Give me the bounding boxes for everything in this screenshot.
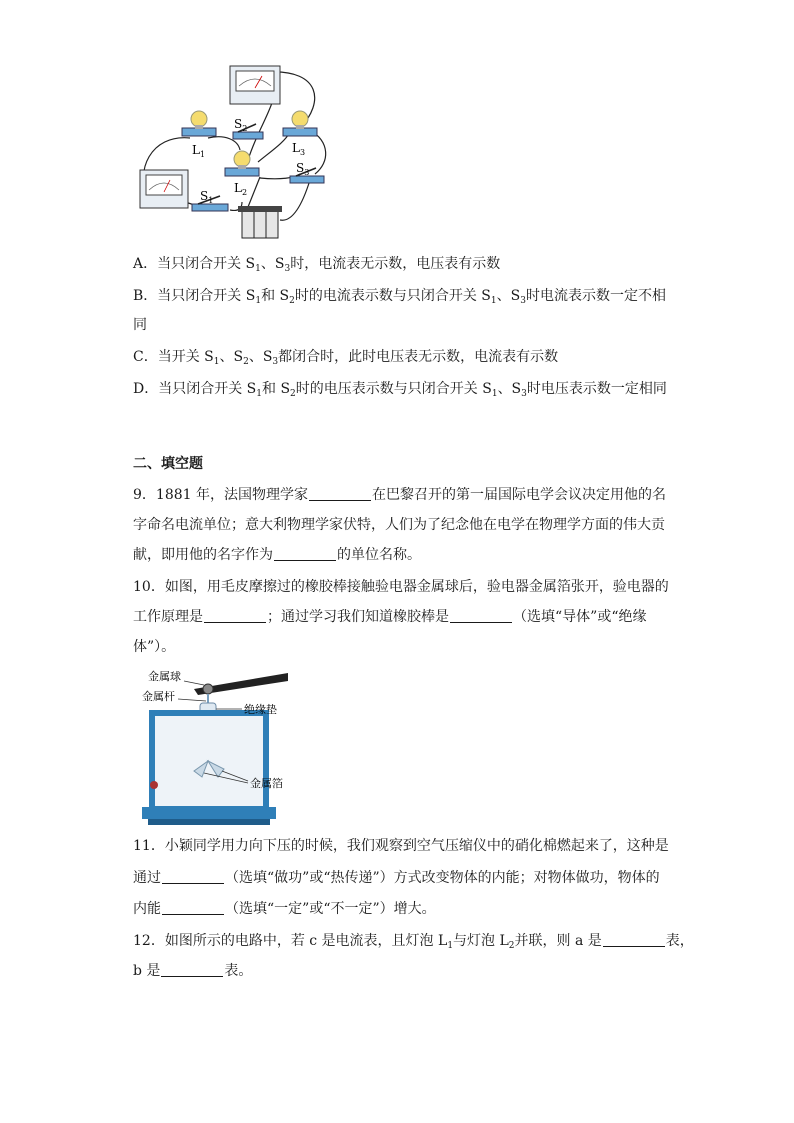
electroscope-figure	[132, 667, 288, 827]
label-l3: L	[292, 141, 300, 155]
q11-blank1[interactable]	[162, 869, 224, 884]
label-s3: S	[296, 161, 305, 175]
label-s1: S	[200, 189, 209, 203]
label-metal-ball: 金属球	[148, 670, 181, 683]
q11-line2: 通过 （选填“做功”或“热传递”）方式改变物体的内能；对物体做功，物体的	[133, 870, 660, 886]
option-a: A．当只闭合开关 $S_1$、$S_3$时，电流表无示数，电压表有示数	[133, 256, 501, 274]
svg-text:S2: $S_2$	[234, 117, 248, 133]
voltmeter-top	[230, 66, 280, 104]
label-l1: L	[192, 143, 200, 157]
svg-text:L2: $L_2$	[234, 181, 248, 197]
option-c: C．当开关 $S_1$、$S_2$、$S_3$都闭合时，此时电压表无示数，电流表有示数	[133, 349, 559, 367]
q10-blank1[interactable]	[204, 608, 266, 623]
circuit-figure	[130, 62, 330, 244]
bulb-l2	[225, 151, 259, 176]
section-title: 二、填空题	[133, 456, 203, 472]
option-b-line1: B．当只闭合开关 $S_1$和 $S_2$时的电流表示数与只闭合开关 $S_1$、$S_3$时电流表示数一定不相	[133, 288, 666, 306]
q9-blank1[interactable]	[309, 486, 371, 501]
q9-line1: 9．1881 年，法国物理学家 在巴黎召开的第一届国际电学会议决定用他的名	[133, 487, 666, 503]
ammeter	[140, 170, 188, 208]
q12-blank1[interactable]	[603, 932, 665, 947]
q9-line3: 献，即用他的名字作为 的单位名称。	[133, 547, 421, 563]
q11-line1: 11．小颖同学用力向下压的时候，我们观察到空气压缩仪中的硝化棉燃起来了，这种是	[133, 838, 669, 854]
q11-blank2[interactable]	[162, 900, 224, 915]
q10-line1: 10．如图，用毛皮摩擦过的橡胶棒接触验电器金属球后，验电器金属箔张开，验电器的	[133, 579, 669, 595]
q10-blank2[interactable]	[450, 608, 512, 623]
bulb-l3	[283, 111, 317, 136]
svg-text:S3: $S_3$	[296, 161, 310, 177]
option-b-line2: 同	[133, 317, 147, 333]
svg-text:L3: $L_3$	[292, 141, 306, 157]
option-d: D．当只闭合开关 $S_1$和 $S_2$时的电压表示数与只闭合开关 $S_1$、$S_3$时电压表示数一定相同	[133, 381, 667, 399]
label-metal-rod: 金属杆	[142, 690, 175, 703]
q10-line3: 体”）。	[133, 639, 176, 655]
bulb-l1	[182, 111, 216, 136]
q12-blank2[interactable]	[161, 962, 223, 977]
q9-line2: 字命名电流单位；意大利物理学家伏特，人们为了纪念他在电学在物理学方面的伟大贡	[133, 517, 665, 533]
q12-line2: b 是 表。	[133, 963, 253, 979]
label-l2: L	[234, 181, 242, 195]
battery	[238, 206, 282, 238]
label-s2: S	[234, 117, 243, 131]
q10-line2: 工作原理是 ；通过学习我们知道橡胶棒是 （选填“导体”或“绝缘	[133, 609, 647, 625]
q12-line1: 12．如图所示的电路中，若 c 是电流表，且灯泡 $L_1$与灯泡 $L_2$并联，则 a 是 表，	[133, 933, 694, 951]
label-metal-foil: 金属箔	[250, 777, 283, 790]
svg-text:L1: $L_1$	[192, 143, 206, 159]
svg-text:S1: $S_1$	[200, 189, 214, 205]
q11-line3: 内能 （选填“一定”或“不一定”）增大。	[133, 901, 436, 917]
q9-blank2[interactable]	[274, 546, 336, 561]
label-insulating-pad: 绝缘垫	[244, 703, 277, 716]
